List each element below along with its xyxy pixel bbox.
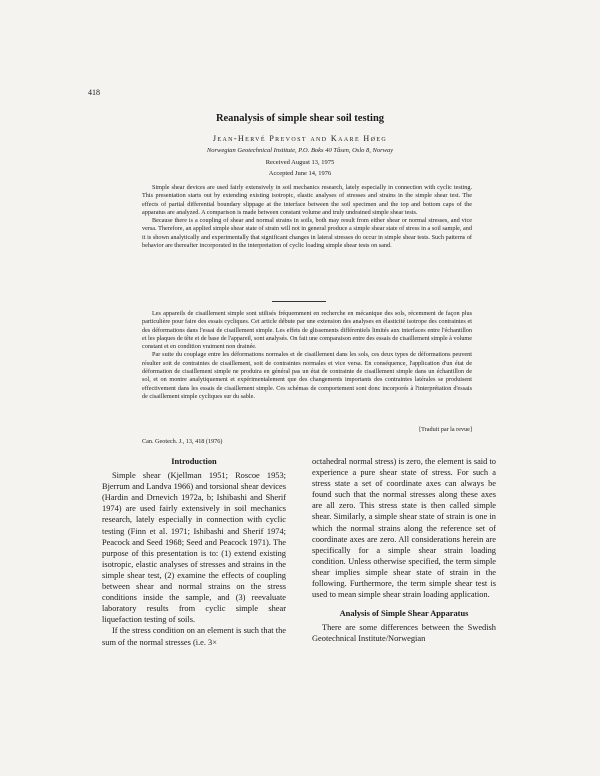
left-column <box>102 456 286 648</box>
abstract-english <box>142 184 472 250</box>
body-paragraph: If the stress condition on an element is such that the sum of the normal stresses (i.e. 3× <box>102 626 286 647</box>
authors: Jean-Hervé Prevost and Kaare Høeg <box>212 134 388 143</box>
received-date: Received August 13, 1975 <box>265 159 335 166</box>
body-paragraph: There are some differences between the Swedish Geotechnical Institute/Norwegian <box>312 623 496 644</box>
accepted-date: Accepted June 14, 1976 <box>268 170 332 177</box>
abstract-fr-paragraph: Les appareils de cisaillement simple sont utilisés fréquemment en recherche en mécanique des sols, récemment de façon plus particulière pour faire des essais cycliques. Cet article débute par une extension des analyses en élasticité isotrope des contraintes et des déformations dans l'essai de cisaillement simple. Les effets de glissements différentiels limités aux interfaces entre l'échantillon et les plaques de tête et de base de l'appareil, sont analysés. On fait une comparaison entre des essais de cisaillement simple à volume constant et en condition vraiment non drainée. <box>142 310 472 351</box>
article-title: Reanalysis of simple shear soil testing <box>215 113 385 124</box>
translation-note: [Traduit par la revue] <box>419 426 472 433</box>
journal-citation: Can. Geotech. J., 13, 418 (1976) <box>142 438 223 445</box>
section-heading-analysis: Analysis of Simple Shear Apparatus <box>339 609 469 619</box>
affiliation: Norwegian Geotechnical Institute, P.O. Boks 40 Tåsen, Oslo 8, Norway <box>206 147 394 154</box>
page-number: 418 <box>88 88 100 97</box>
section-heading-introduction: Introduction <box>171 457 217 466</box>
body-paragraph: Simple shear (Kjellman 1951; Roscoe 1953; Bjerrum and Landva 1966) and torsional shear devices (Hardin and Drnevich 1972a, b; Ishibashi and Sherif 1974) are used fairly extensively in soil mechanics research, lately especially in connection with cyclic testing (Finn et al. 1971; Ishibashi and Sherif 1974; Peacock and Seed 1968; Seed and Peacock 1971). The purpose of this presentation is to: (1) extend existing isotropic, elastic analyses of stresses and strains in the simple shear test, (2) examine the effects of coupling between shear and normal strains on the stress conditions inside the sample, and (3) reevaluate laboratory results from cyclic simple shear liquefaction testing of soils. <box>102 471 286 625</box>
abstract-en-paragraph: Because there is a coupling of shear and normal strains in soils, both may result from either shear or normal stresses, and vice versa. Therefore, an applied simple shear state of strain will not in general produce a simple shear state of stress in a soil sample, and it is shown analytically and experimentally that significant changes in lateral stresses do occur in simple shear tests. Such patterns of behavior are thereafter incorporated in the interpretation of cyclic loading simple shear tests on sand. <box>142 217 472 250</box>
right-column <box>312 456 496 645</box>
abstract-en-paragraph: Simple shear devices are used fairly extensively in soil mechanics research, lately especially in connection with cyclic testing. This presentation starts out by extending existing isotropic, elastic analyses of stresses and strains in the simple shear test. The effects of partial differential boundary slippage at the interface between the soil specimen and the top and bottom caps of the apparatus are analyzed. A comparison is made between constant volume and truly undrained simple shear tests. <box>142 184 472 216</box>
body-paragraph: octahedral normal stress) is zero, the element is said to experience a pure shear state of stress. For such a stress state a set of coordinate axes can always be found such that the normal stresses along these axes are all zero. This stress state is then called simple shear. Similarly, a simple shear state of strain is one in which the normal strains along the reference set of coordinate axes are zero. All considerations herein are specifically for a simple shear strain loading condition. Unless otherwise specified, the term simple shear implies simple shear state of strain in the following. Furthermore, the term simple shear test is used to mean simple shear strain loading application. <box>312 457 496 600</box>
abstract-fr-paragraph: Par suite du couplage entre les déformations normales et de cisaillement dans les sols, ces deux types de déformations peuvent résulter soit de contraintes de cisaillement, soit de contraintes normales et vice versa. En conséquence, l'application d'un état de déformation de cisaillement simple ne produira en général pas un état de contrainte de cisaillement simple dans un échantillon de sol, et on montre analytiquement et expérimentalement que des changements importants des contraintes latérales se produisent effectivement dans les essais de cisaillement simple. Ces schémas de comportement sont donc incorporés à l'interprétation d'essais de cisaillement simple cycliques sur du sable. <box>142 351 472 400</box>
abstract-divider <box>272 301 326 302</box>
abstract-french <box>142 310 472 401</box>
